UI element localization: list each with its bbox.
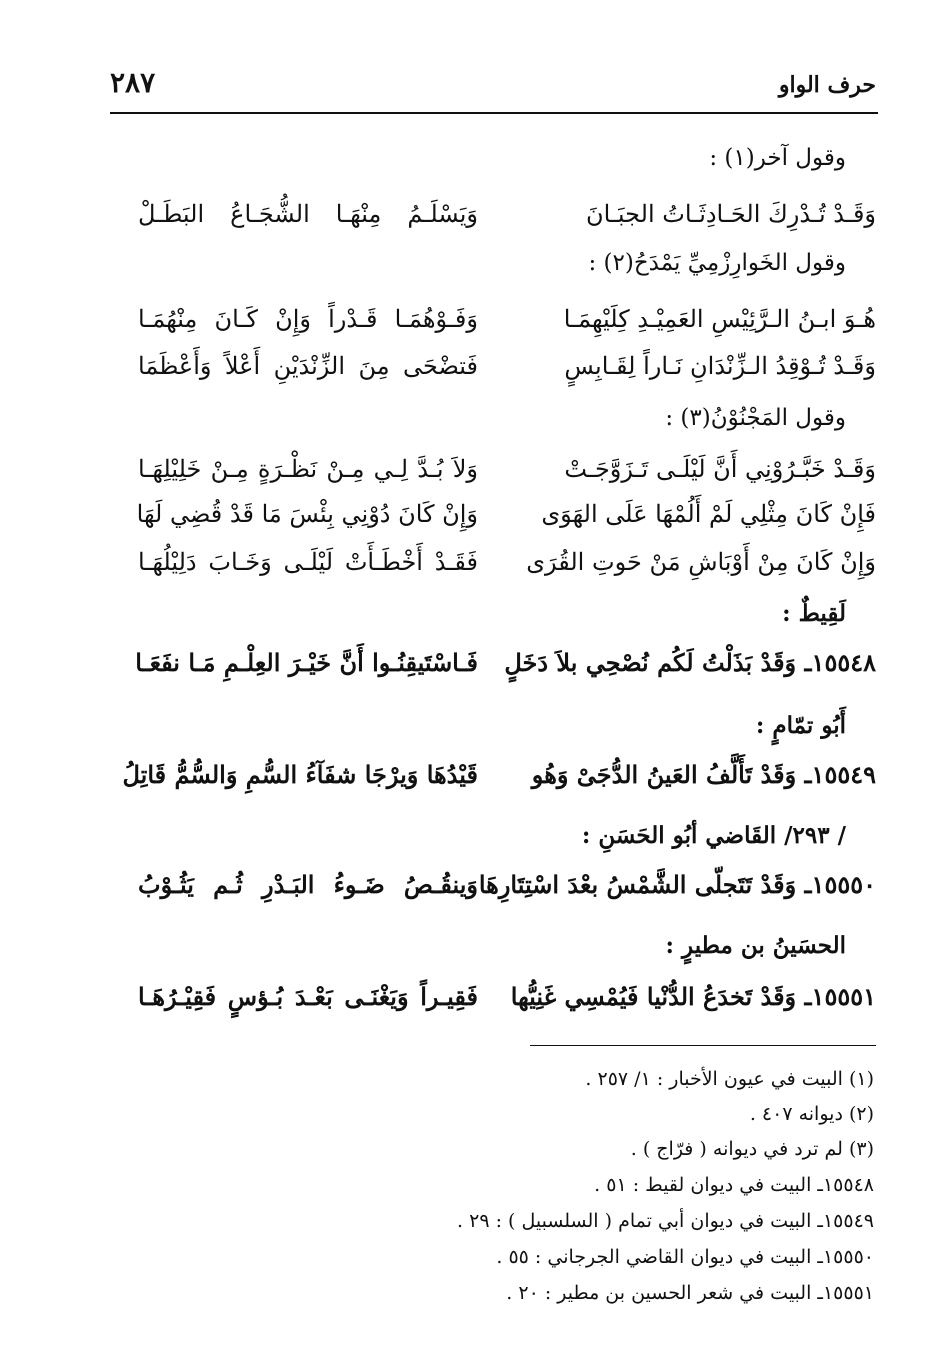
verse-intro: لَقِيطٌ : [782,600,846,627]
verse-first-hemistich: وَقَـدْ تُـدْرِكَ الحَـادِثَـاتُ الجبَـانَ [585,200,876,228]
verse-intro: وقول آخر(١) : [709,145,846,171]
verse-intro: أَبُو تمّامٍ : [755,712,846,739]
footnote: (١) البيت في عيون الأخبار : ١/ ٢٥٧ . [585,1068,874,1090]
footnote: ١٥٥٤٩ـ البيت في ديوان أبي تمام ( السلسبيل ) : ٢٩ . [457,1210,874,1232]
verse-second-hemistich: قَيْدُهَا وَيرْجَا شفَآءُ السُّمِ وَالسُّمُّ قَاتِلُ [122,760,478,789]
verse-second-hemistich: وَيَسْلَـمُ مِنْهَـا الشُّجَـاعُ البَطَـلْ [138,200,478,228]
verse-intro: الحسَينُ بن مطيرٍ : [665,932,846,959]
footnote: ١٥٥٤٨ـ البيت في ديوان لقيط : ٥١ . [594,1174,874,1196]
verse-first-hemistich: هُـوَ ابـنُ الـرَّئِيْسِ العَمِيْـدِ كِلَيْهِمَـا [563,305,876,333]
verse-second-hemistich: فَتضْحَى مِنَ الزِّنْدَيْنِ أَعْلاً وَأَعْظَمَا [138,352,478,380]
page-number: ٢٨٧ [110,66,156,99]
footnote: (٢) ديوانه ٤٠٧ . [749,1103,874,1125]
page-header [110,66,876,106]
verse-second-hemistich: وَينقُـصُ ضَـوءُ البَـدْرِ ثُـم يَثُـوْبُ [138,870,478,899]
verse-second-hemistich: فَـاسْتَيقِنُـوا أَنَّ خَيْـرَ العِلْـمِ مَـا نفَعَـا [135,648,478,677]
footnote: (٣) لم ترد في ديوانه ( فرّاج ) . [630,1138,874,1160]
verse-first-hemistich: ١٥٥٥٠ـ وَقَدْ تَتَجلّى الشَّمْسُ بعْدَ اسْتِتَارِهَا [478,870,876,899]
verse-intro: / ٢٩٣/ القَاضي أبُو الحَسَنِ : [581,822,846,849]
verse-intro: وقول الخَوارِزْمِيِّ يَمْدَحُ(٢) : [588,250,846,276]
verse-first-hemistich: وَقَـدْ خَبَّـرُوْنِي أَنَّ لَيْلَـى تَـزَوَّجَـتْ [564,455,876,483]
verse-first-hemistich: فَإِنْ كَانَ مِثْلِي لَمْ أَلُمْهَا عَلَى الهَوَى [541,500,876,528]
verse-first-hemistich: ١٥٥٥١ـ وَقَدْ تَخدَعُ الدُّنْيا فَيُمْسِي غَنِيُّها [510,982,876,1011]
verse-second-hemistich: وَفَـوْهُمَـا قَـدْراً وَإِنْ كَـانَ مِنْهُمَـا [138,305,478,333]
footnote-divider [530,1045,876,1046]
verse-first-hemistich: ١٥٥٤٨ـ وَقَدْ بَذَلْتُ لَكُم نُصْحِي بلاَ دَخَلٍ [504,648,876,677]
chapter-title: حرف الواو [778,72,876,98]
footnote: ١٥٥٥٠ـ البيت في ديوان القاضي الجرجاني : ٥٥ . [496,1246,874,1268]
verse-first-hemistich: وَإِنْ كَانَ مِنْ أَوْبَاشِ مَنْ حَوتِ القُرَى [526,548,876,576]
verse-second-hemistich: وَإِنْ كَانَ دُوْنِي بِئْسَ مَا قَدْ قُضِي لَهَا [136,500,478,528]
verse-second-hemistich: فَقَـدْ أَخْطَـأَتْ لَيْلَـى وَخَـابَ دَلِيْلُهَـا [138,548,478,576]
verse-second-hemistich: فَقِيـراً وَيَغْنَـى بَعْـدَ بُـؤسٍ فَقِيْـرُهَـا [138,982,478,1011]
verse-first-hemistich: وَقَـدْ تُـوْقِدُ الـزِّنْدَانِ نَـاراً لِقَـابِسٍ [564,352,876,380]
footnote: ١٥٥٥١ـ البيت في شعر الحسين بن مطير : ٢٠ . [506,1282,874,1304]
verse-intro: وقول المَجْنُوْنُ(٣) : [665,405,846,431]
header-divider [110,112,878,114]
verse-first-hemistich: ١٥٥٤٩ـ وَقَدْ تَأَلَّفُ العَينُ الدُّجَىْ وَهُو [531,760,876,789]
verse-second-hemistich: وَلاَ بُـدَّ لِـي مِـنْ نَظْـرَةٍ مِـنْ خَلِيْلِهَـا [138,455,478,483]
